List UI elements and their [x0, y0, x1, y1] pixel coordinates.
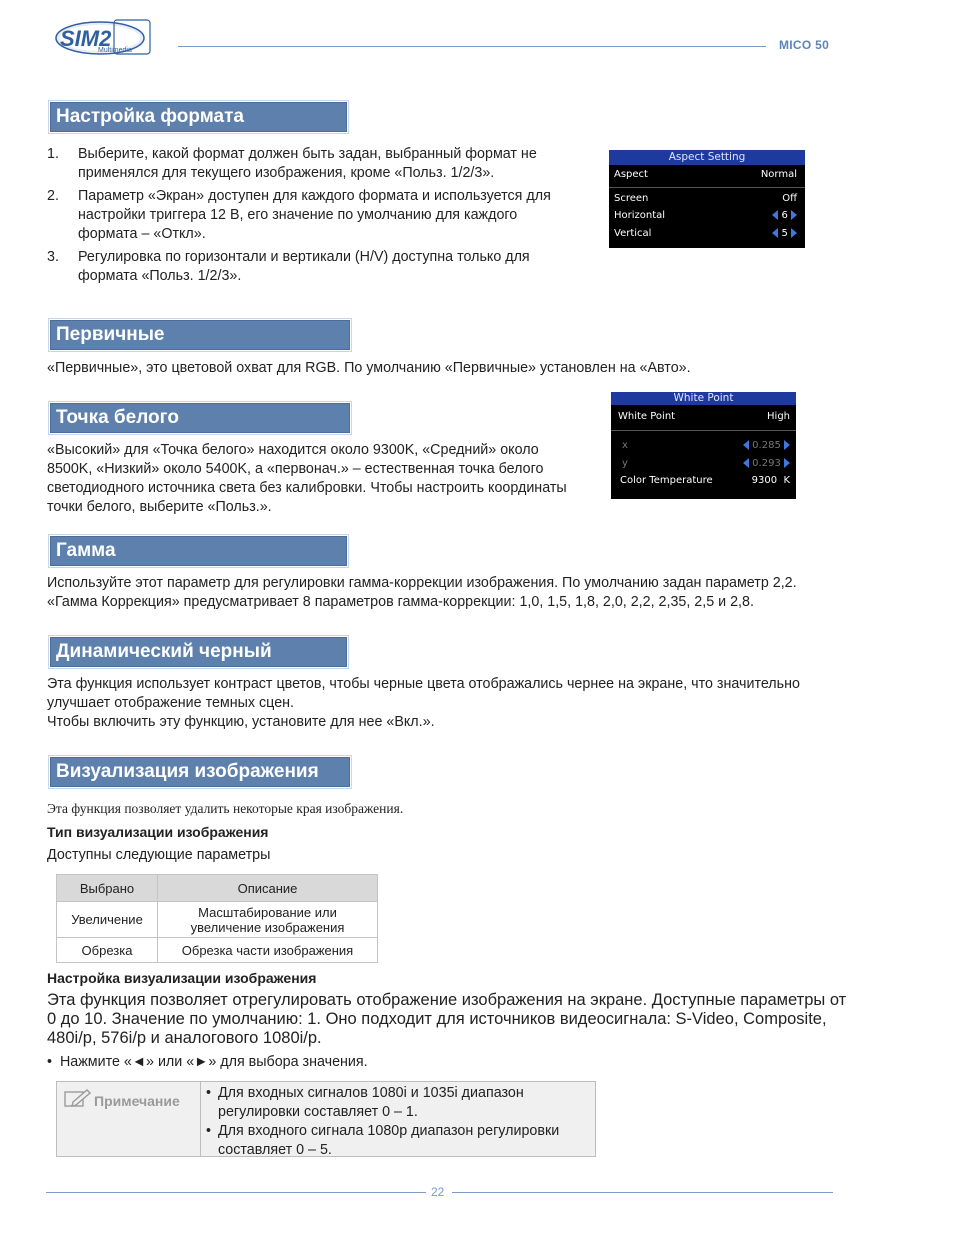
list-item: • Для входных сигналов 1080i и 1035i диапазон регулировки составляет 0 – 1.	[205, 1084, 590, 1122]
section-heading-overscan: Визуализация изображения	[50, 757, 350, 787]
overscan-intro: Эта функция позволяет удалить некоторые края изображения.	[47, 801, 404, 816]
gamma-text: Используйте этот параметр для регулировки гамма-коррекции изображения. По умолчанию задан параметр 2,2. «Гамма Коррекция» предусматривает 8 параметров гамма-коррекции: 1,0, 1,5, 1,8, 2,0, 2,2, 2,35, 2,5 и 2,8.	[47, 575, 797, 610]
header-rule	[178, 46, 766, 47]
note-box	[56, 1081, 596, 1157]
osd-row-y: y 0.293	[611, 456, 796, 472]
left-arrow-icon	[743, 458, 749, 468]
table-header-row	[57, 875, 378, 902]
logo-subtext: Multimedia	[98, 47, 132, 54]
left-arrow-icon	[743, 440, 749, 450]
list-item: 3. Регулировка по горизонтали и вертикали (H/V) доступна только для формата «Польз. 1/2/3».	[47, 249, 530, 284]
aspect-steps	[47, 145, 577, 290]
section-heading-primaries: Первичные	[50, 320, 350, 350]
table-cell: Увеличение	[57, 902, 158, 938]
osd-row-vertical: Vertical 5	[609, 226, 805, 242]
section-heading-gamma: Гамма	[50, 536, 347, 566]
overscan-setting-text: Эта функция позволяет отрегулировать отображение изображения на экране. Доступные параметры от 0 до 10. Значение по умолчанию: 1. Оно подходит для источников видеосигнала: S-Video, Composite, 480i/p, 576i/p и аналогового 1080i/p.	[47, 991, 847, 1047]
sim2-logo	[54, 16, 152, 56]
right-arrow-icon	[791, 228, 797, 238]
dynamic-black-text: Эта функция использует контраст цветов, чтобы черные цвета отображались чернее на экране, что значительно улучшает отображение темных сцен. Чтобы включить эту функцию, установите для нее «Вкл.».	[47, 676, 800, 730]
osd-row-white-point: White Point High	[618, 411, 790, 422]
table-header-cell: Описание	[158, 875, 378, 902]
osd-title: White Point	[611, 392, 796, 405]
white-point-text: «Высокий» для «Точка белого» находится около 9300K, «Средний» около 8500K, «Низкий» около 5400K, а «первонач.» – естественная точка белого светодиодного источника света без калибровки. Чтобы настроить координаты точки белого, выберите «Польз.».	[47, 442, 567, 515]
footer-rule-left	[46, 1192, 426, 1193]
aspect-setting-osd	[609, 150, 805, 248]
overscan-type-heading: Тип визуализации изображения	[47, 824, 269, 840]
table-row	[57, 902, 378, 938]
overscan-bullet: • Нажмите «◄» или «►» для выбора значения.	[47, 1054, 368, 1070]
list-item: 2. Параметр «Экран» доступен для каждого формата и используется для настройки триггера 12 В, его значение по умолчанию для каждого формата – «Откл».	[47, 188, 551, 242]
osd-title: Aspect Setting	[609, 150, 805, 165]
section-heading-white-point: Точка белого	[50, 403, 350, 433]
table-row	[57, 938, 378, 963]
right-arrow-icon	[784, 458, 790, 468]
table-header-cell: Выбрано	[57, 875, 158, 902]
right-arrow-icon	[784, 440, 790, 450]
pencil-note-icon	[63, 1088, 91, 1115]
osd-row-screen: Screen Off	[614, 193, 797, 204]
model-name: MICO 50	[779, 38, 830, 52]
section-heading-aspect: Настройка формата	[50, 102, 347, 132]
table-cell: Обрезка	[57, 938, 158, 963]
right-arrow-icon	[791, 210, 797, 220]
note-label: Примечание	[94, 1093, 180, 1109]
overscan-available-text: Доступны следующие параметры	[47, 847, 271, 863]
left-arrow-icon	[772, 228, 778, 238]
primaries-text: «Первичные», это цветовой охват для RGB. По умолчанию «Первичные» установлен на «Авто».	[47, 360, 691, 376]
note-label-cell	[57, 1082, 201, 1156]
note-list	[205, 1084, 590, 1160]
table-cell: Масштабирование или увеличение изображения	[158, 902, 378, 938]
list-item: • Для входного сигнала 1080p диапазон регулировки составляет 0 – 5.	[205, 1122, 590, 1160]
osd-row-aspect: Aspect Normal	[614, 169, 797, 180]
osd-row-x: x 0.285	[611, 438, 796, 454]
osd-row-horizontal: Horizontal 6	[609, 208, 805, 224]
logo-text: SIM2	[60, 26, 112, 51]
section-heading-dynamic-black: Динамический черный	[50, 637, 347, 667]
overscan-type-table	[56, 874, 378, 963]
white-point-osd	[611, 392, 796, 499]
osd-row-color-temperature: Color Temperature 9300 K	[620, 475, 790, 486]
overscan-setting-heading: Настройка визуализации изображения	[47, 970, 317, 986]
list-item: 1. Выберите, какой формат должен быть задан, выбранный формат не применялся для текущего изображения, кроме «Польз. 1/2/3».	[47, 146, 537, 181]
footer-rule-right	[452, 1192, 833, 1193]
page-number: 22	[431, 1185, 445, 1199]
left-arrow-icon	[772, 210, 778, 220]
table-cell: Обрезка части изображения	[158, 938, 378, 963]
